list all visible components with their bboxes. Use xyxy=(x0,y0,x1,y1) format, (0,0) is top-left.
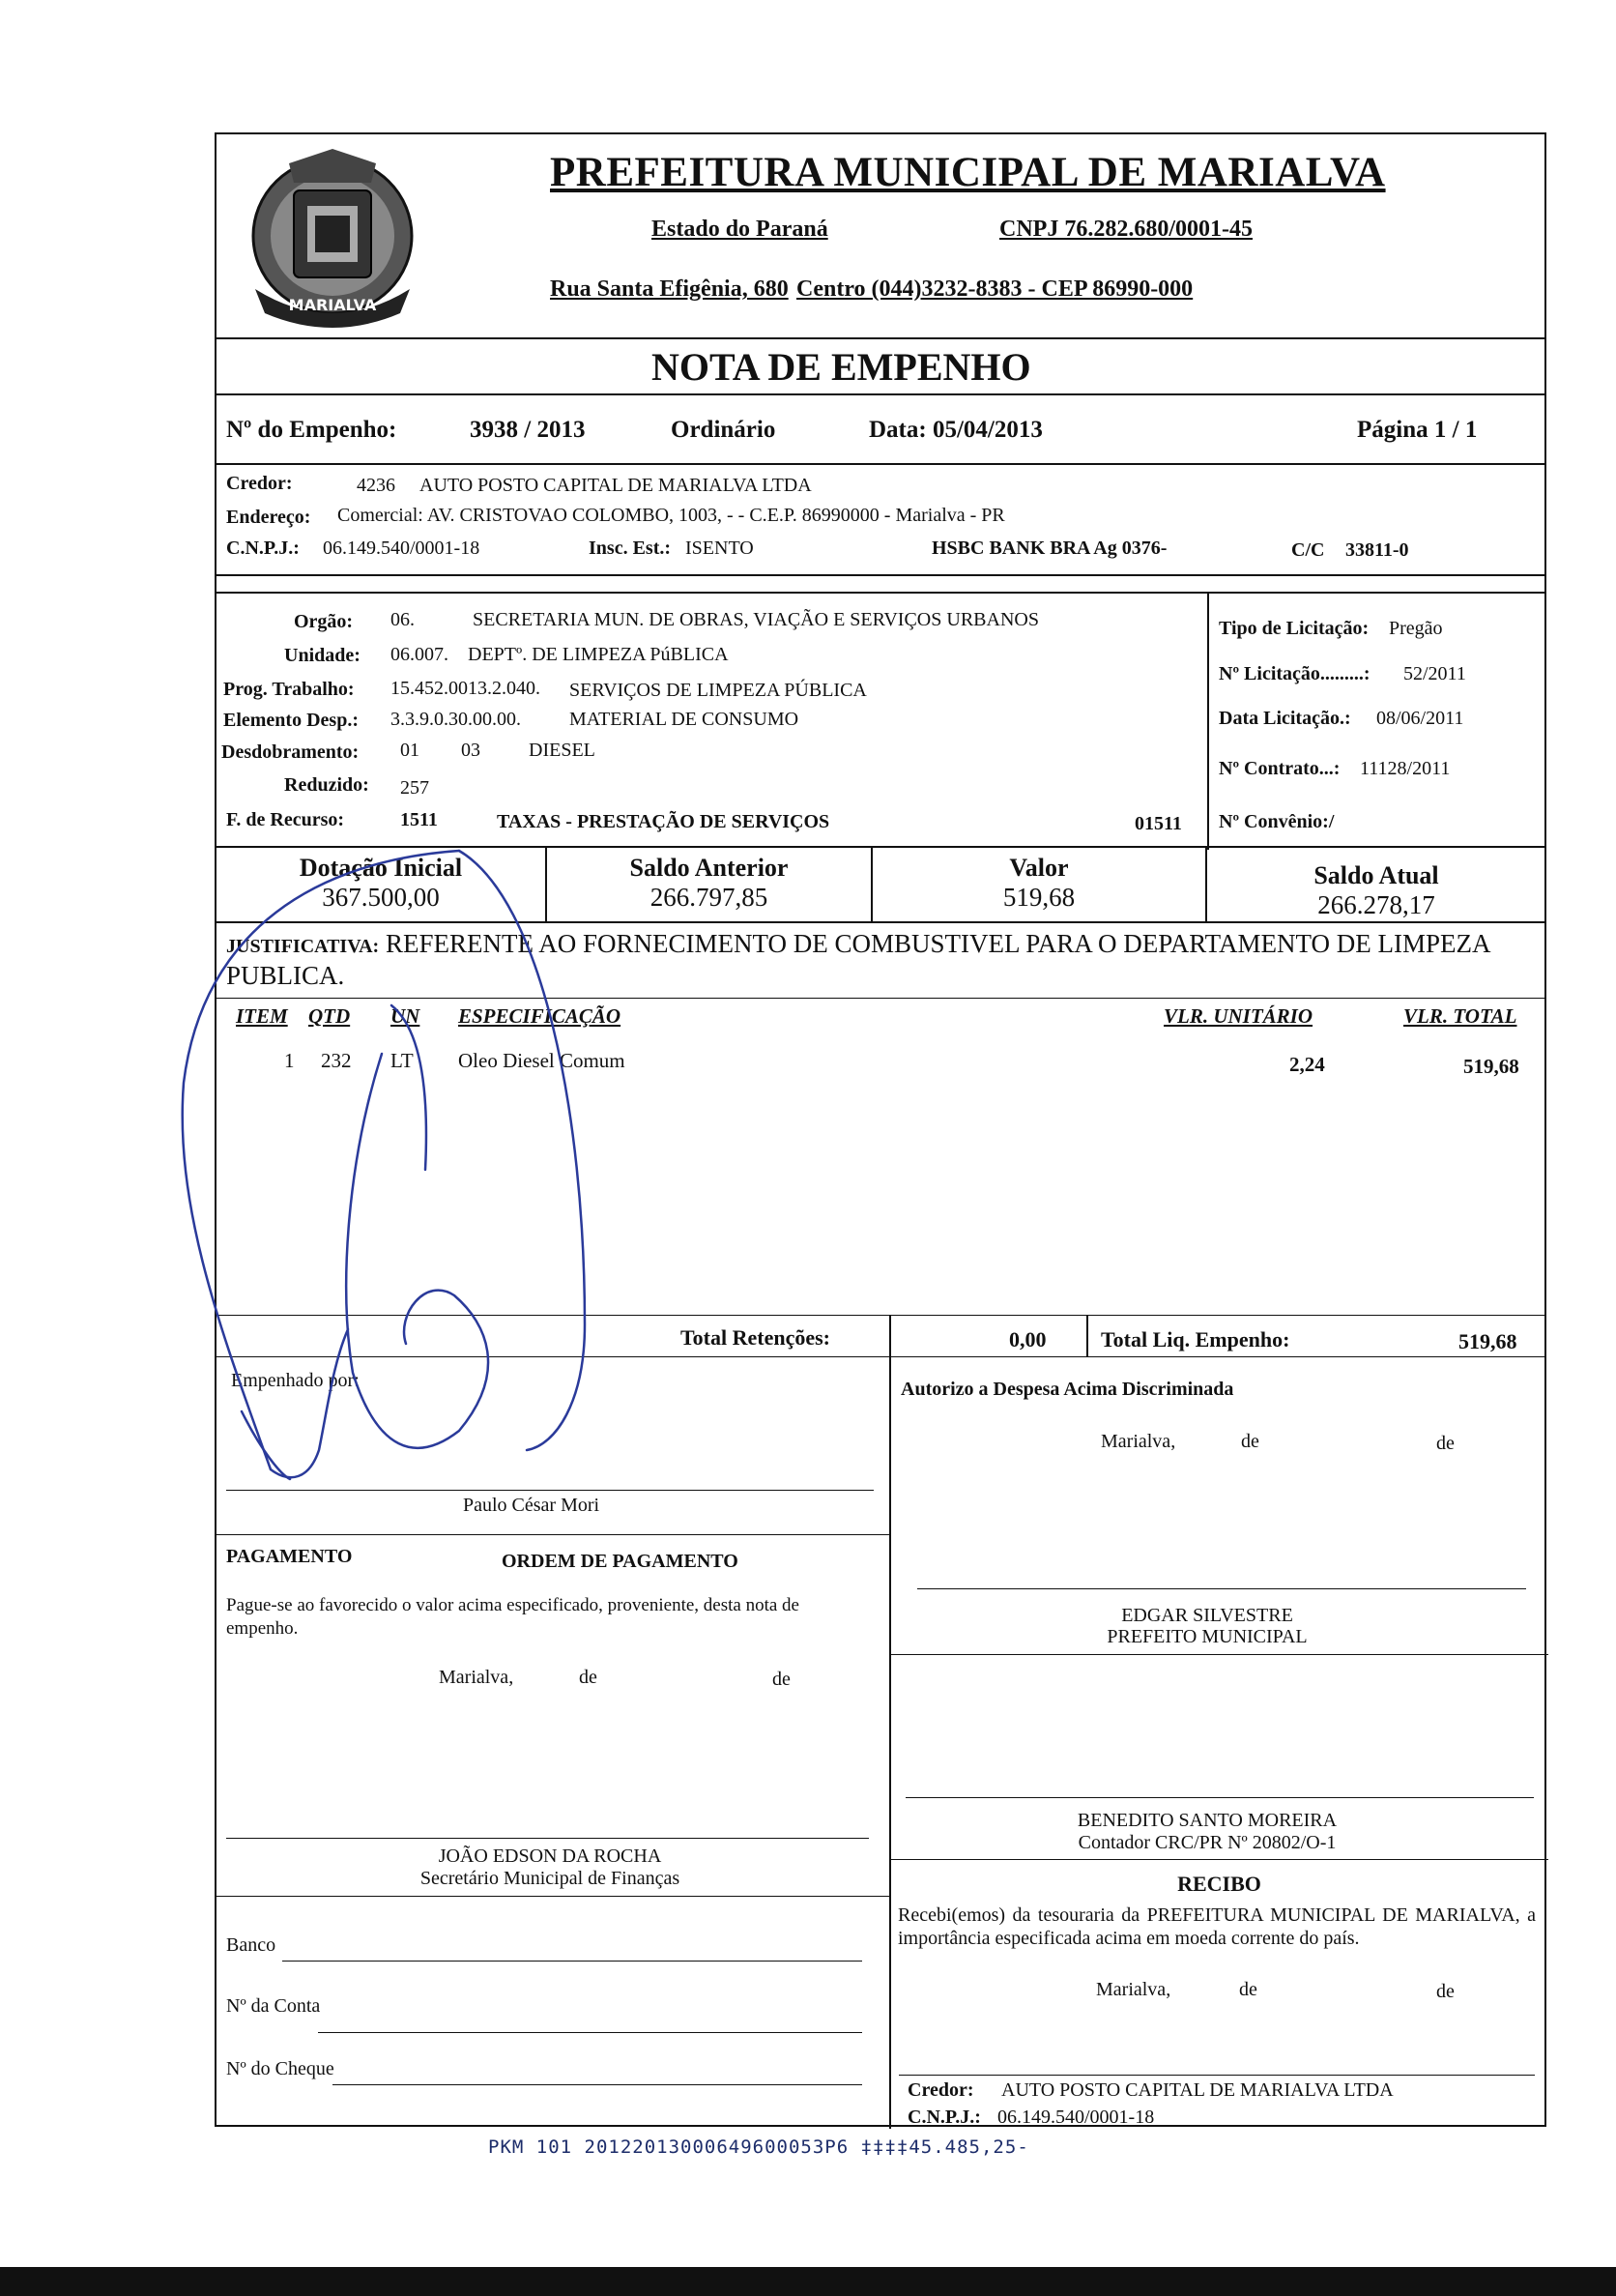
row-item: 1 xyxy=(284,1049,295,1072)
pagamento-text: Pague-se ao favorecido o valor acima especificado, proveniente, desta nota de empenho. xyxy=(226,1595,799,1639)
cc-value: 33811-0 xyxy=(1345,539,1409,561)
row-total: 519,68 xyxy=(1463,1055,1519,1078)
pagamento-de-1: de xyxy=(579,1667,597,1688)
credor-cnpj: 06.149.540/0001-18 xyxy=(323,538,480,559)
desdobramento-name: DIESEL xyxy=(529,740,595,761)
unidade-code: 06.007. xyxy=(390,644,448,665)
empenhado-label: Empenhado por: xyxy=(231,1370,360,1391)
recibo-de-1: de xyxy=(1239,1979,1257,2000)
col-qtd-header: QTD xyxy=(308,1004,351,1028)
saldo-anterior-value: 266.797,85 xyxy=(649,883,768,912)
tipo-licitacao-label: Tipo de Licitação: xyxy=(1219,618,1370,639)
credor-label: Credor: xyxy=(226,473,293,494)
cheque-label: Nº do Cheque xyxy=(226,2058,334,2079)
secretario-role: Secretário Municipal de Finanças xyxy=(419,1868,680,1889)
desdobramento-label: Desdobramento: xyxy=(221,741,360,763)
licitacao-date: 08/06/2011 xyxy=(1376,708,1464,729)
licitacao-date-label: Data Licitação.: xyxy=(1219,708,1351,729)
row-unit: 2,24 xyxy=(1289,1053,1325,1076)
bank-info: HSBC BANK BRA Ag 0376- xyxy=(932,538,1168,559)
reduzido-value: 257 xyxy=(400,777,429,799)
recibo-de-2: de xyxy=(1436,1981,1455,2002)
contador-name: BENEDITO SANTO MOREIRA xyxy=(1077,1810,1338,1831)
bank-stamp: PKM 101 20122013000649600053P6 ‡‡‡‡45.485,25- xyxy=(488,2136,1029,2158)
autorizo-de-2: de xyxy=(1436,1433,1455,1454)
empenho-type: Ordinário xyxy=(671,417,776,443)
saldo-atual-value: 266.278,17 xyxy=(1317,890,1435,919)
cc-label: C/C xyxy=(1291,539,1325,561)
credor-code: 4236 xyxy=(357,475,395,496)
ordem-pagamento-label: ORDEM DE PAGAMENTO xyxy=(502,1551,738,1572)
dotacao-inicial-value: 367.500,00 xyxy=(322,883,440,912)
unidade-name: DEPTº. DE LIMPEZA PúBLICA xyxy=(468,644,729,665)
convenio-label: Nº Convênio:/ xyxy=(1219,811,1335,832)
conta-label: Nº da Conta xyxy=(226,1995,321,2017)
district-phone-label: Centro (044)3232-8383 - CEP 86990-000 xyxy=(796,276,1194,302)
contrato-label: Nº Contrato...: xyxy=(1219,758,1341,779)
banco-label: Banco xyxy=(226,1934,276,1956)
col-unit-header: VLR. UNITÁRIO xyxy=(1164,1004,1313,1028)
prefeito-name: EDGAR SILVESTRE xyxy=(1121,1605,1293,1626)
scan-edge xyxy=(0,2267,1616,2296)
recibo-text: Recebi(emos) da tesouraria da PREFEITURA MUNICIPAL DE MARIALVA, a importância especificada acima em moeda corrente do país. xyxy=(898,1904,1536,1949)
credor-footer-label: Credor: xyxy=(908,2079,974,2101)
prog-code: 15.452.0013.2.040. xyxy=(390,678,540,699)
desdobramento-b: 03 xyxy=(461,740,480,761)
row-qtd: 232 xyxy=(321,1049,352,1072)
orgao-name: SECRETARIA MUN. DE OBRAS, VIAÇÃO E SERVIÇOS URBANOS xyxy=(473,609,1039,630)
prog-label: Prog. Trabalho: xyxy=(223,679,355,700)
recibo-place: Marialva, xyxy=(1096,1979,1171,2000)
saldo-atual-label: Saldo Atual xyxy=(1313,861,1439,889)
prog-name: SERVIÇOS DE LIMPEZA PÚBLICA xyxy=(569,680,867,701)
justificativa-label: JUSTIFICATIVA: xyxy=(226,936,380,957)
insc-value: ISENTO xyxy=(685,538,754,559)
liquido-value: 519,68 xyxy=(1458,1329,1517,1353)
retencoes-label: Total Retenções: xyxy=(680,1325,830,1350)
pagamento-label: PAGAMENTO xyxy=(226,1546,353,1567)
cnpj-label: CNPJ 76.282.680/0001-45 xyxy=(999,217,1253,242)
prefeito-role: PREFEITO MUNICIPAL xyxy=(1107,1626,1308,1647)
row-espec: Oleo Diesel Comum xyxy=(458,1049,625,1072)
credor-cnpj-label: C.N.P.J.: xyxy=(226,538,300,559)
credor-footer-cnpj-label: C.N.P.J.: xyxy=(908,2107,981,2128)
endereco-value: Comercial: AV. CRISTOVAO COLOMBO, 1003, - - C.E.P. 86990000 - Marialva - PR xyxy=(337,505,1005,526)
state-label: Estado do Paraná xyxy=(651,217,828,242)
col-total-header: VLR. TOTAL xyxy=(1403,1004,1517,1028)
seal-label: MARIALVA xyxy=(288,296,377,314)
credor-name: AUTO POSTO CAPITAL DE MARIALVA LTDA xyxy=(419,475,812,496)
nota-title: NOTA DE EMPENHO xyxy=(651,345,1031,389)
page-title: PREFEITURA MUNICIPAL DE MARIALVA xyxy=(550,150,1386,195)
justificativa-text: REFERENTE AO FORNECIMENTO DE COMBUSTIVEL PARA O DEPARTAMENTO DE LIMPEZA PUBLICA. xyxy=(226,929,1489,990)
col-espec-header: ESPECIFICAÇÃO xyxy=(458,1004,621,1028)
pagamento-place: Marialva, xyxy=(439,1667,514,1688)
elemento-name: MATERIAL DE CONSUMO xyxy=(569,709,799,730)
page-indicator: Página 1 / 1 xyxy=(1357,417,1478,443)
credor-footer-name: AUTO POSTO CAPITAL DE MARIALVA LTDA xyxy=(1001,2079,1394,2101)
licitacao-number: 52/2011 xyxy=(1403,663,1466,684)
contrato-value: 11128/2011 xyxy=(1360,758,1451,779)
pagamento-de-2: de xyxy=(772,1669,791,1690)
liquido-label: Total Liq. Empenho: xyxy=(1101,1327,1290,1351)
retencoes-value: 0,00 xyxy=(1009,1327,1047,1351)
orgao-code: 06. xyxy=(390,609,415,630)
autorizo-label: Autorizo a Despesa Acima Discriminada xyxy=(901,1379,1234,1400)
insc-label: Insc. Est.: xyxy=(589,538,672,559)
reduzido-label: Reduzido: xyxy=(284,774,369,796)
dotacao-inicial-label: Dotação Inicial xyxy=(299,854,463,882)
saldo-anterior-label: Saldo Anterior xyxy=(629,854,789,882)
row-un: LT xyxy=(390,1049,414,1072)
valor-label: Valor xyxy=(1009,854,1069,882)
unidade-label: Unidade: xyxy=(284,645,361,666)
empenho-number-label: Nº do Empenho: xyxy=(226,417,397,443)
fonte-code: 1511 xyxy=(400,809,438,830)
orgao-label: Orgão: xyxy=(294,611,354,632)
desdobramento-a: 01 xyxy=(400,740,419,761)
contador-role: Contador CRC/PR Nº 20802/O-1 xyxy=(1078,1832,1337,1853)
autorizo-de-1: de xyxy=(1241,1431,1259,1452)
fonte-number: 01511 xyxy=(1135,813,1182,834)
fonte-label: F. de Recurso: xyxy=(226,809,345,830)
tipo-licitacao-value: Pregão xyxy=(1389,618,1443,639)
endereco-label: Endereço: xyxy=(226,507,311,528)
licitacao-number-label: Nº Licitação.........: xyxy=(1219,663,1371,684)
credor-footer-cnpj: 06.149.540/0001-18 xyxy=(997,2107,1155,2128)
recibo-title: RECIBO xyxy=(1177,1872,1261,1896)
address-label: Rua Santa Efigênia, 680 xyxy=(550,276,789,302)
empenho-date: Data: 05/04/2013 xyxy=(869,417,1043,443)
col-item-header: ITEM xyxy=(236,1004,288,1028)
col-un-header: UN xyxy=(390,1004,420,1028)
autorizo-place: Marialva, xyxy=(1101,1431,1176,1452)
fonte-name: TAXAS - PRESTAÇÃO DE SERVIÇOS xyxy=(497,811,830,832)
empenho-number: 3938 / 2013 xyxy=(470,417,586,443)
valor-value: 519,68 xyxy=(1002,883,1076,912)
empenhado-name: Paulo César Mori xyxy=(463,1495,600,1516)
secretario-name: JOÃO EDSON DA ROCHA xyxy=(438,1846,662,1867)
elemento-label: Elemento Desp.: xyxy=(223,710,359,731)
elemento-code: 3.3.9.0.30.00.00. xyxy=(390,709,521,730)
